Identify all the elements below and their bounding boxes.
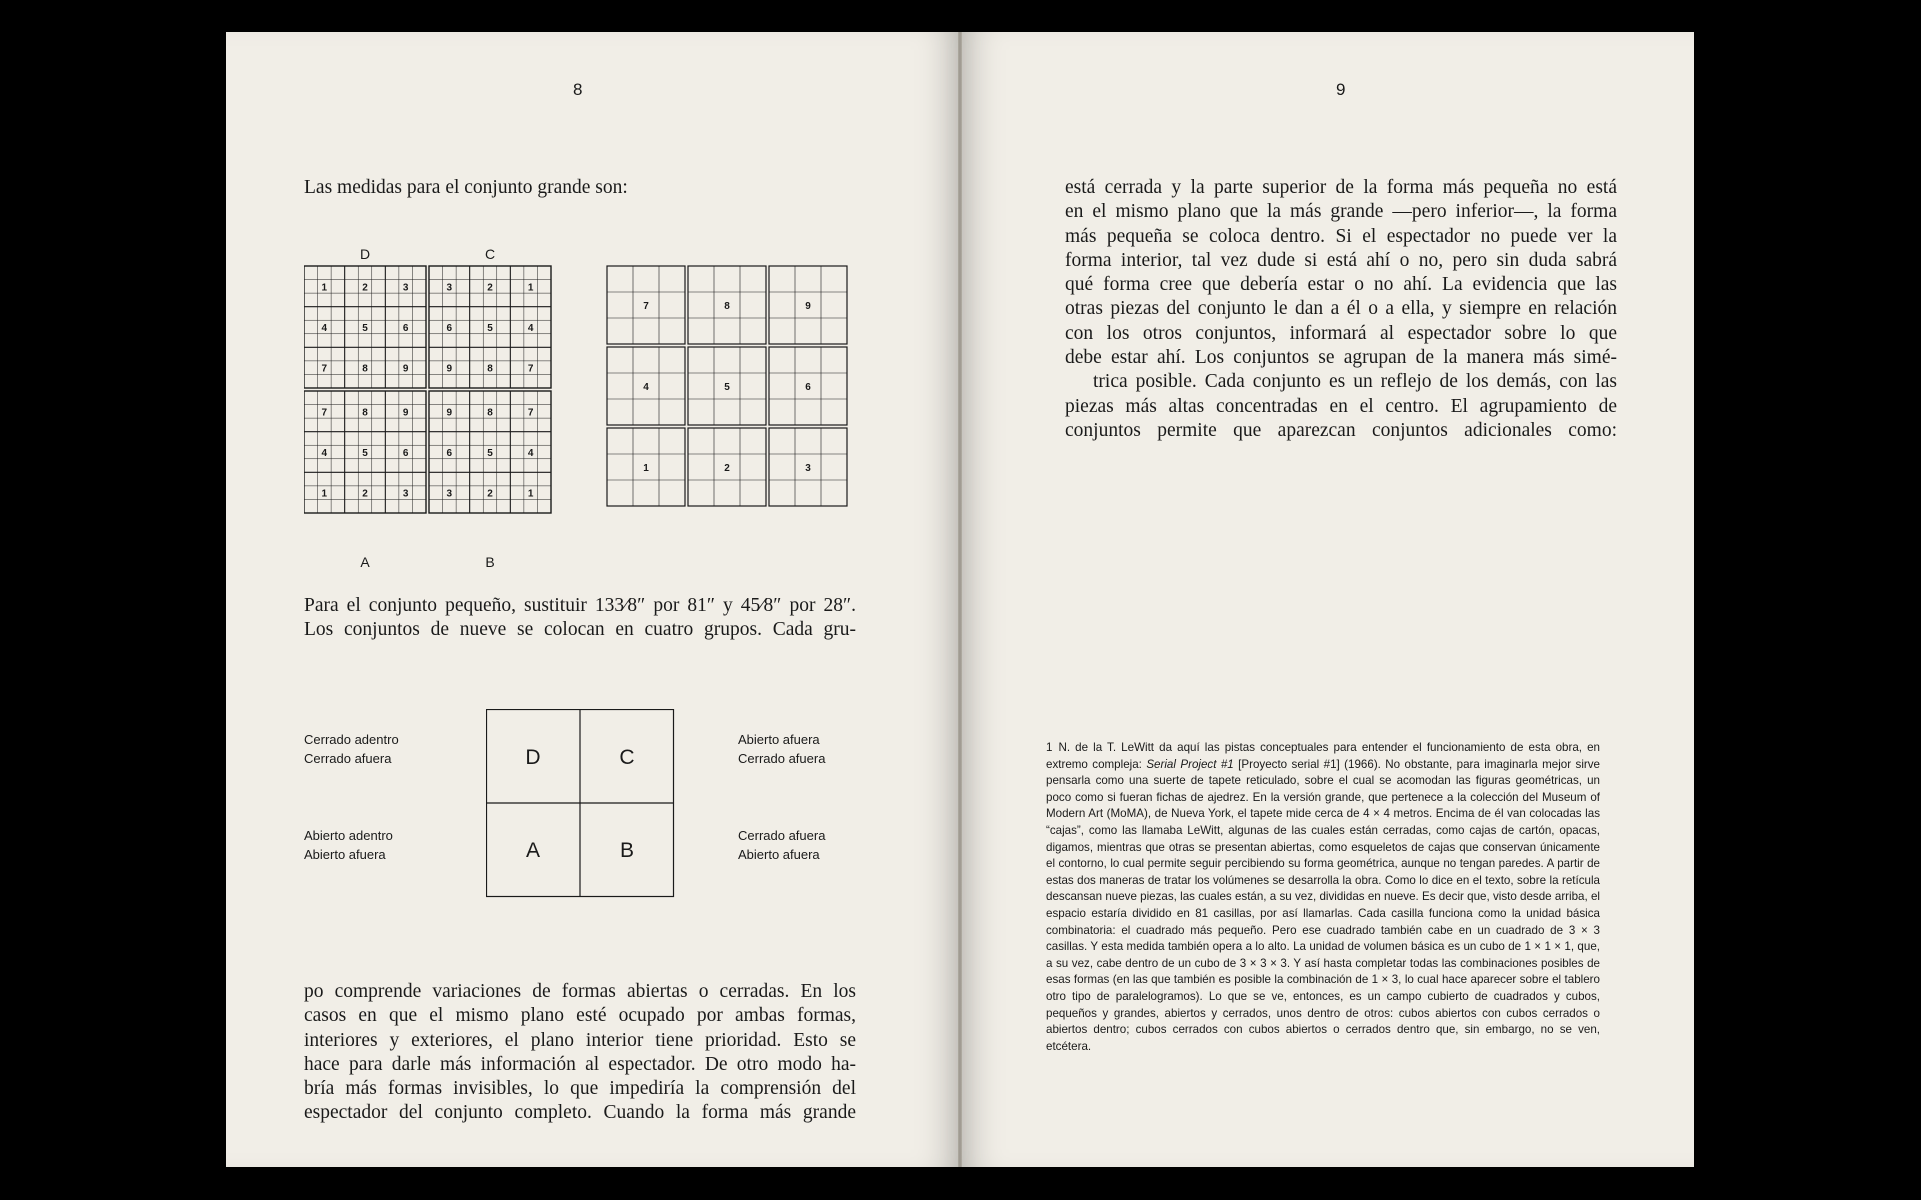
legend-bottom-left: Abierto adentro Abierto afuera [304,828,393,862]
grid-number: 3 [805,463,811,474]
text-line: debe estar ahí. Los conjuntos se agrupan de la manera más simé- [1065,347,1617,369]
text-line: Los conjuntos de nueve se colocan en cuatro grupos. Cada gru- [304,619,856,641]
grid-number: 1 [527,282,534,294]
grid-number: 5 [487,448,493,459]
grid-number: 9 [446,363,453,375]
text-line: espectador del conjunto completo. Cuando la forma más grande [304,1102,856,1124]
text-line: Para el conjunto pequeño, sustituir 133⁄8″ por 81″ y 45⁄8″ por 28″. [304,595,856,616]
footnote-text-start: N. de la T. LeWitt da aquí las pistas conceptuales para entender el funcionamiento de esta obra, en extremo compleja: [1046,741,1600,771]
grid-number: 9 [805,301,811,312]
text-line: está cerrada y la parte superior de la forma más pequeña no está [1065,177,1617,198]
grid-number: 3 [446,282,453,294]
text-line: forma interior, tal vez dude si está ahí o no, pero sin duda sabrá [1065,249,1617,271]
grouping-diagram [486,709,676,899]
grid-number: 7 [527,363,534,375]
right-page [962,32,1694,1167]
grid-label-d: D [359,246,371,262]
text-line: interiores y exteriores, el plano interior tiene prioridad. Esto se [304,1029,856,1051]
text-line: po comprende variaciones de formas abiertas o cerradas. En los [304,981,856,1002]
grid-number: 2 [724,463,730,474]
grid-number: 4 [643,382,649,393]
grid-label-c: C [484,246,496,262]
footnote [1046,740,1600,1055]
grid-number: 6 [805,382,811,393]
text-line: casos en que el mismo plano esté ocupado por ambas formas, [304,1005,856,1027]
grid-number: 7 [321,363,328,375]
grid-number: 1 [321,488,328,500]
grid-number: 7 [321,407,328,419]
text-line: conjuntos permite que aparezcan conjuntos adicionales como: [1065,419,1617,441]
grid-number: 5 [724,382,730,393]
text-line: en el mismo plano que la más grande —pero inferior—, la forma [1065,201,1617,223]
paragraph-small-set [304,594,856,643]
grid-number: 4 [527,448,534,459]
text-line: trica posible. Cada conjunto es un reflejo de los demás, con las [1093,371,1617,393]
grid-number: 2 [487,488,493,500]
grid-number: 6 [446,448,453,459]
quad-label-c: C [619,746,635,769]
page-number-right: 9 [1336,80,1346,99]
grid-number: 4 [321,448,328,459]
intro-paragraph: Las medidas para el conjunto grande son: [304,177,628,198]
grid-number: 9 [402,407,409,419]
grid-number: 8 [362,363,368,375]
footnote-text-end: [Proyecto serial #1] (1966). No obstante, para imaginarla mejor sirve pensarla como una suerte de tapete reticulado, sobre el cual se acomodan las figuras geométricas, un poco como si fueran fichas de ajedrez. En la versión grande, que pertenece a la colección del Museum of Modern Art (MoMA), de Nueva York, el tapete mide cerca de 4 × 4 metros. Encima de él van colocadas las “cajas”, como las llamaba LeWitt, algunas de las cuales están cerradas, como cajas de cartón, opacas, digamos, mientras que otras se presentan abiertas, como esqueletos de cajas que conservan únicamente el contorno, lo cual permite seguir percibiendo su forma geométrica, aunque no tengan paredes. A partir de estas dos maneras de tratar los volúmenes se desarrolla la obra. Como lo dice en el texto, sobre la retícula descansan nueve piezas, las cuales están, a su vez, divididas en nueve. Es decir que, visto desde arriba, el espacio estaría dividido en 81 casillas, por así llamarlas. Cada casilla funciona como la unidad básica combinatoria: el cuadrado más pequeño. Pero ese cuadrado también cabe en un cuadrado de 3 × 3 casillas. Y esta medida también opera a lo alto. La unidad de volumen básica es un cubo de 1 × 1 × 1, que, a su vez, cabe dentro de un cubo de 3 × 3 × 3. Y así hasta completar todas las combinaciones posibles de esas formas (en las que también es posible la combinación de 1 × 3, lo cual hace aparecer sobre el tablero otro tipo de paralelogramos). Lo que se ve, entonces, es un campo cubierto de cuadrados y cubos, pequeños y grandes, abiertos y cerrados, unos dentro de otros: cubos abiertos con cubos cerrados o abiertos dentro; cubos cerrados con cubos abiertos o cerrados dentro que, sin embargo, no se ven, etcétera. [1046,757,1600,1053]
grid-number: 1 [643,463,649,474]
footnote-number: 1 [1046,741,1053,754]
grid-number: 6 [402,448,409,459]
grid-number: 8 [487,407,493,419]
measurement-grid-figure [304,242,864,572]
text-line: con los otros conjuntos, informará al espectador sobre lo que [1065,322,1617,344]
text-line: piezas más altas concentradas en el centro. El agrupamiento de [1065,395,1617,417]
text-line: otras piezas del conjunto le dan a él o a ella, y siempre en relación [1065,298,1617,320]
text-line: qué forma cree que debería estar o no ahí. La evidencia que las [1065,274,1617,296]
grid-number: 5 [362,448,368,459]
quad-label-d: D [525,746,541,769]
legend-top-left: Cerrado adentro Cerrado afuera [304,732,399,766]
text-line: más pequeña se coloca dentro. Si el espectador no puede ver la [1065,225,1617,247]
right-body-text [1065,176,1617,443]
quad-label-a: A [525,839,541,862]
grid-number: 2 [362,282,368,294]
grid-number: 2 [487,282,493,294]
grid-number: 8 [724,301,730,312]
quad-label-b: B [619,839,635,862]
grid-number: 1 [527,488,534,500]
left-page [226,32,958,1167]
grid-number: 4 [321,323,328,334]
legend-top-right: Abierto afuera Cerrado afuera [738,732,826,766]
footnote-work-title: Serial Project #1 [1146,757,1234,771]
grid-number: 8 [487,363,493,375]
grid-number: 3 [446,488,453,500]
text-line: bría más formas invisibles, lo que impediría la comprensión del [304,1078,856,1100]
grid-number: 2 [362,488,368,500]
grid-number: 5 [487,323,493,334]
grid-label-b: B [485,554,495,570]
grid-number: 9 [402,363,409,375]
grid-number: 3 [402,282,409,294]
grid-number: 8 [362,407,368,419]
grid-number: 4 [527,323,534,334]
grid-label-a: A [360,554,370,570]
page-number-left: 8 [573,80,583,99]
grid-number: 7 [643,301,649,312]
grid-number: 5 [362,323,368,334]
paragraph-open-closed [304,980,856,1126]
text-line: hace para darle más información al espectador. De otro modo ha- [304,1053,856,1075]
grid-number: 6 [446,323,453,334]
legend-bottom-right: Cerrado afuera Abierto afuera [738,828,826,862]
grid-number: 6 [402,323,409,334]
grid-number: 1 [321,282,328,294]
grid-number: 3 [402,488,409,500]
grid-number: 9 [446,407,453,419]
grid-number: 7 [527,407,534,419]
